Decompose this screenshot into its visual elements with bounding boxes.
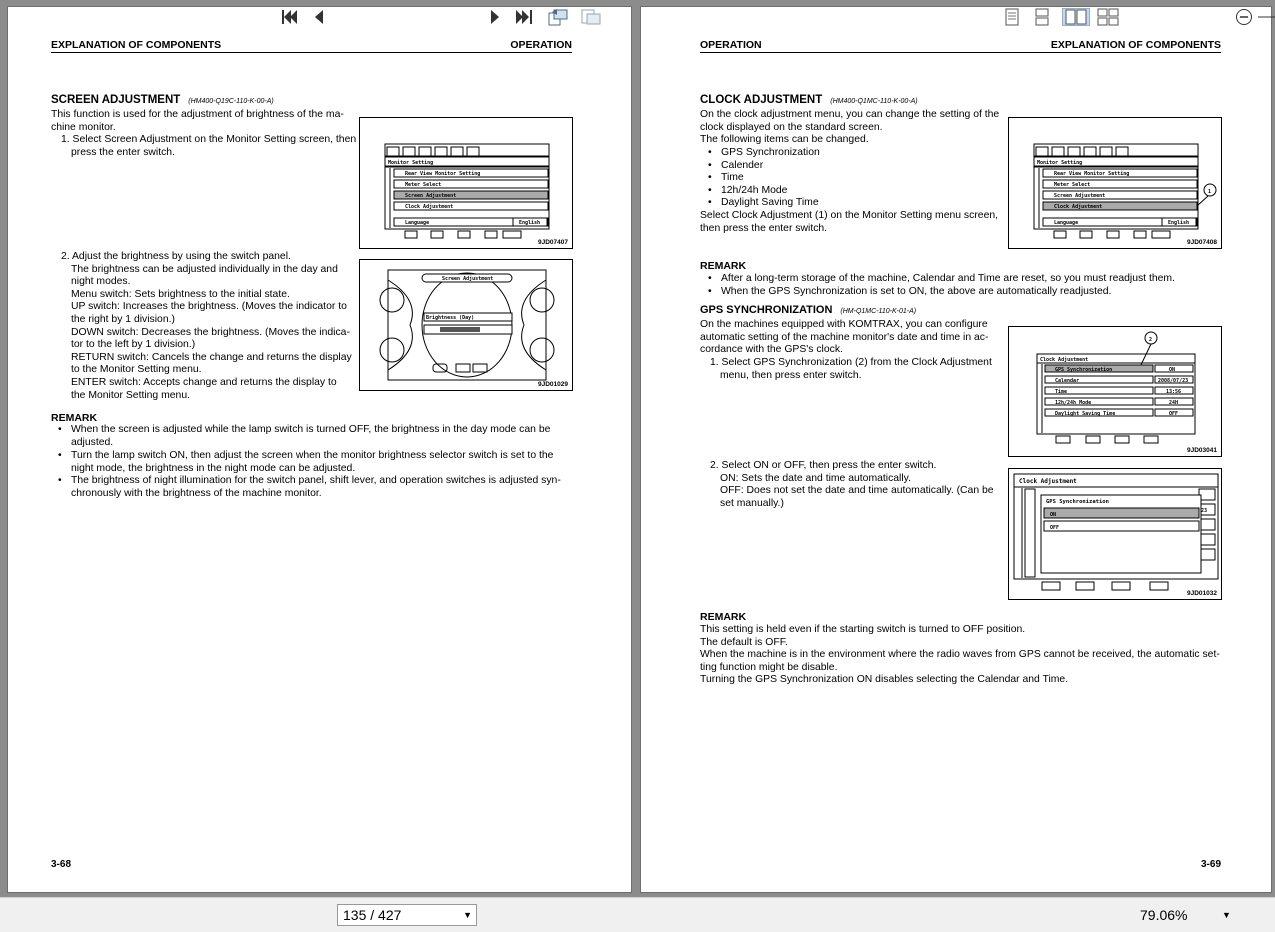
text-line: When the machine is in the environment where the radio waves from GPS cannot be received, the automatic set- bbox=[700, 649, 1220, 661]
fig4-value: ON bbox=[1169, 367, 1176, 373]
section-title bbox=[51, 94, 274, 106]
fig4-callout: 2 bbox=[1149, 337, 1153, 343]
fig4-row: Daylight Saving Time bbox=[1055, 411, 1116, 417]
remark-item: • When the GPS Synchronization is set to ON, the above are automatically readjusted. bbox=[721, 286, 1111, 299]
fig4-row: GPS Synchronization bbox=[1055, 367, 1113, 373]
text-line: ENTER switch: Accepts change and returns the display to bbox=[71, 376, 337, 388]
remark-item: • After a long-term storage of the machine, Calendar and Time are reset, so you must readjust them. bbox=[721, 273, 1175, 286]
remark-title: REMARK bbox=[700, 260, 747, 272]
chevron-down-icon[interactable]: ▼ bbox=[1222, 910, 1231, 920]
fig5-option: OFF bbox=[1050, 525, 1060, 531]
brightness-screen-drawing bbox=[360, 260, 574, 392]
intro-text bbox=[51, 109, 344, 134]
extract-button[interactable] bbox=[579, 8, 603, 26]
header-right: EXPLANATION OF COMPONENTS bbox=[1050, 39, 1221, 51]
section-title-text: SCREEN ADJUSTMENT bbox=[51, 94, 181, 106]
fig5-edge: 23 bbox=[1201, 508, 1208, 514]
remark-item bbox=[71, 475, 573, 500]
figure-id: 9JD07407 bbox=[538, 239, 568, 246]
figure-monitor-setting bbox=[359, 117, 573, 249]
single-page-view-button[interactable] bbox=[1003, 8, 1021, 26]
fig3-row: Screen Adjustment bbox=[1054, 193, 1106, 199]
two-page-continuous-icon bbox=[1097, 8, 1119, 26]
figure-gps-popup bbox=[1008, 468, 1222, 600]
zoom-out-button[interactable] bbox=[1234, 8, 1254, 26]
zoom-slider[interactable] bbox=[1258, 8, 1275, 26]
remark-item bbox=[71, 424, 573, 449]
figure-clock-adjustment bbox=[1008, 326, 1222, 457]
header-right: OPERATION bbox=[510, 39, 572, 51]
running-header bbox=[700, 41, 1221, 53]
fig1-row: Rear View Monitor Setting bbox=[405, 171, 481, 177]
gps-code: (HM-Q1MC-110-K-01-A) bbox=[840, 308, 917, 315]
fig3-title: Monitor Setting bbox=[1037, 160, 1083, 166]
text-line: On the machines equipped with KOMTRAX, you can configure bbox=[700, 319, 988, 330]
text-line: night modes. bbox=[71, 276, 131, 288]
text-line: • When the screen is adjusted while the lamp switch is turned OFF, the brightness in the day mode can be bbox=[71, 424, 551, 435]
list-item: • Time bbox=[721, 172, 744, 185]
fig3-callout: 1 bbox=[1208, 189, 1212, 195]
continuous-icon bbox=[1034, 8, 1050, 26]
extract-icon bbox=[580, 8, 602, 26]
gps-title bbox=[700, 304, 916, 316]
prev-page-icon bbox=[313, 9, 325, 25]
text-line: The brightness can be adjusted individually in the day and bbox=[71, 263, 338, 275]
text-line: • The brightness of night illumination for the switch panel, shift lever, and operation switches is adjusted syn- bbox=[71, 475, 561, 486]
running-header bbox=[51, 41, 572, 53]
text-line: 1. Select GPS Synchronization (2) from the Clock Adjustment bbox=[710, 357, 992, 368]
fig4-value: 2008/07/23 bbox=[1158, 378, 1189, 384]
two-page-continuous-view-button[interactable] bbox=[1096, 8, 1120, 26]
text-line: This function is used for the adjustment of brightness of the ma- bbox=[51, 109, 344, 120]
remark2-title: REMARK bbox=[700, 611, 747, 623]
monitor-screen-drawing bbox=[360, 118, 574, 250]
text-line: cordance with the GPS's clock. bbox=[700, 344, 843, 356]
gps-title-text: GPS SYNCHRONIZATION bbox=[700, 304, 833, 316]
text-line: the Monitor Setting menu. bbox=[71, 389, 190, 401]
list-item: • GPS Synchronization bbox=[721, 147, 820, 160]
fig4-title: Clock Adjustment bbox=[1040, 357, 1089, 363]
text-line: 2. Select ON or OFF, then press the enter switch. bbox=[710, 460, 937, 471]
zoom-value: 79.06% bbox=[1140, 907, 1188, 923]
text-line: • Turn the lamp switch ON, then adjust the screen when the monitor brightness selector switch is set to the bbox=[71, 450, 554, 461]
figure-id: 9JD03041 bbox=[1187, 447, 1217, 454]
fig1-row: Meter Select bbox=[405, 182, 442, 188]
gps-step-1 bbox=[710, 357, 992, 382]
chevron-down-icon[interactable]: ▼ bbox=[463, 910, 472, 920]
text-line: On the clock adjustment menu, you can change the setting of the bbox=[700, 109, 1000, 120]
zoom-select[interactable] bbox=[1140, 905, 1235, 925]
text-line: Select Clock Adjustment (1) on the Monitor Setting menu screen, bbox=[700, 210, 999, 221]
clock-intro bbox=[700, 109, 999, 147]
remark-item bbox=[71, 450, 573, 475]
fig4-row: 12h/24h Mode bbox=[1055, 400, 1092, 406]
header-left: EXPLANATION OF COMPONENTS bbox=[51, 39, 222, 51]
two-page-view-button[interactable] bbox=[1062, 8, 1090, 26]
page-number-value: 135 / 427 bbox=[343, 907, 402, 923]
fig3-row: Clock Adjustment bbox=[1054, 204, 1103, 210]
gps-popup-drawing bbox=[1009, 469, 1223, 601]
fig2-title: Screen Adjustment bbox=[442, 276, 494, 282]
continuous-view-button[interactable] bbox=[1032, 8, 1052, 26]
first-page-button[interactable] bbox=[279, 8, 299, 26]
text-line: automatic setting of the machine monitor's date and time in ac- bbox=[700, 331, 989, 343]
last-page-icon bbox=[515, 9, 535, 25]
text-line: DOWN switch: Decreases the brightness. (Moves the indica- bbox=[71, 326, 350, 338]
text-line: ON: Sets the date and time automatically. bbox=[720, 472, 911, 484]
fig3-row: Meter Select bbox=[1054, 182, 1091, 188]
next-page-button[interactable] bbox=[487, 8, 503, 26]
rotate-icon bbox=[547, 8, 569, 26]
prev-page-button[interactable] bbox=[311, 8, 327, 26]
zoom-slider-track bbox=[1258, 15, 1275, 19]
text-line: adjusted. bbox=[71, 436, 114, 448]
text-line: chine monitor. bbox=[51, 121, 116, 133]
document-page-left bbox=[7, 6, 632, 893]
page-number: 3-69 bbox=[1200, 859, 1221, 870]
fig4-value: 24H bbox=[1169, 400, 1179, 406]
text-line: This setting is held even if the starting switch is turned to OFF position. bbox=[700, 624, 1026, 635]
text-line: the right by 1 division.) bbox=[71, 313, 175, 325]
fig1-title: Monitor Setting bbox=[388, 160, 434, 166]
next-page-icon bbox=[489, 9, 501, 25]
text-line: RETURN switch: Cancels the change and returns the display bbox=[71, 351, 352, 363]
text-line: UP switch: Increases the brightness. (Moves the indicator to bbox=[71, 301, 347, 313]
text-line: menu, then press enter switch. bbox=[720, 369, 862, 381]
figure-monitor-setting-clock bbox=[1008, 117, 1222, 249]
list-item: • Calender bbox=[721, 160, 763, 173]
page-number: 3-68 bbox=[51, 859, 72, 870]
fig5-title: Clock Adjustment bbox=[1019, 478, 1077, 485]
fig4-value: 13:56 bbox=[1166, 389, 1182, 395]
figure-id: 9JD07408 bbox=[1187, 239, 1217, 246]
text-line: Turning the GPS Synchronization ON disables selecting the Calendar and Time. bbox=[700, 674, 1069, 686]
fig4-row: Calendar bbox=[1055, 378, 1080, 384]
fig3-lang: English bbox=[1168, 220, 1190, 226]
list-item: • 12h/24h Mode bbox=[721, 185, 787, 198]
fig4-value: OFF bbox=[1169, 411, 1179, 417]
two-page-icon bbox=[1065, 9, 1087, 25]
fig5-popup-title: GPS Synchronization bbox=[1046, 499, 1109, 505]
figure-screen-adjustment bbox=[359, 259, 573, 391]
text-line: 1. Select Screen Adjustment on the Monitor Setting screen, then bbox=[61, 134, 357, 145]
figure-id: 9JD01029 bbox=[538, 381, 568, 388]
text-line: press the enter switch. bbox=[71, 146, 175, 158]
step-2 bbox=[61, 251, 352, 402]
last-page-button[interactable] bbox=[514, 8, 536, 26]
section-title-text: CLOCK ADJUSTMENT bbox=[700, 94, 823, 106]
document-page-right bbox=[640, 6, 1272, 893]
viewer-toolbar bbox=[0, 897, 1275, 932]
text-line: ting function might be disable. bbox=[700, 661, 838, 673]
rotate-button[interactable] bbox=[546, 8, 570, 26]
text-line: OFF: Does not set the date and time automatically. (Can be bbox=[720, 485, 994, 497]
fig1-row: Screen Adjustment bbox=[405, 193, 457, 199]
fig1-row: Clock Adjustment bbox=[405, 204, 454, 210]
fig3-row: Rear View Monitor Setting bbox=[1054, 171, 1130, 177]
monitor-screen-drawing bbox=[1009, 118, 1223, 250]
text-line: then press the enter switch. bbox=[700, 222, 828, 234]
clock-screen-drawing bbox=[1009, 327, 1223, 458]
text-line: clock displayed on the standard screen. bbox=[700, 121, 883, 133]
text-line: chronously with the brightness of the machine monitor. bbox=[71, 487, 322, 499]
text-line: 2. Adjust the brightness by using the switch panel. bbox=[61, 251, 291, 262]
text-line: The following items can be changed. bbox=[700, 134, 869, 146]
remark-title: REMARK bbox=[51, 412, 98, 424]
fig3-row: Language bbox=[1054, 220, 1079, 226]
header-left: OPERATION bbox=[700, 39, 762, 51]
fig1-lang: English bbox=[519, 220, 541, 226]
section-title bbox=[700, 94, 918, 106]
text-line: tor to the left by 1 division.) bbox=[71, 339, 196, 351]
text-line: The default is OFF. bbox=[700, 636, 788, 648]
first-page-icon bbox=[280, 9, 298, 25]
text-line: to the Monitor Setting menu. bbox=[71, 364, 202, 376]
fig1-row: Language bbox=[405, 220, 430, 226]
section-code: (HM400-Q19C-110-K-00-A) bbox=[188, 98, 274, 105]
zoom-out-icon bbox=[1235, 8, 1253, 26]
step-1 bbox=[61, 134, 356, 159]
fig5-option: ON bbox=[1050, 512, 1057, 518]
single-page-icon bbox=[1005, 8, 1019, 26]
text-line: Menu switch: Sets brightness to the initial state. bbox=[71, 288, 290, 300]
list-item: • Daylight Saving Time bbox=[721, 197, 819, 210]
gps-intro bbox=[700, 319, 988, 357]
text-line: set manually.) bbox=[720, 497, 784, 509]
text-line: night mode, the brightness in the night mode can be adjusted. bbox=[71, 462, 356, 474]
gps-step-2 bbox=[710, 460, 994, 510]
fig4-row: Time bbox=[1055, 389, 1068, 395]
remark2-text bbox=[700, 624, 1220, 687]
figure-id: 9JD01032 bbox=[1187, 590, 1217, 597]
select-text bbox=[700, 210, 998, 235]
page-number-input[interactable] bbox=[337, 904, 477, 926]
fig2-label: Brightness (Day) bbox=[426, 315, 475, 321]
section-code: (HM400-Q1MC-110-K-00-A) bbox=[830, 98, 918, 105]
